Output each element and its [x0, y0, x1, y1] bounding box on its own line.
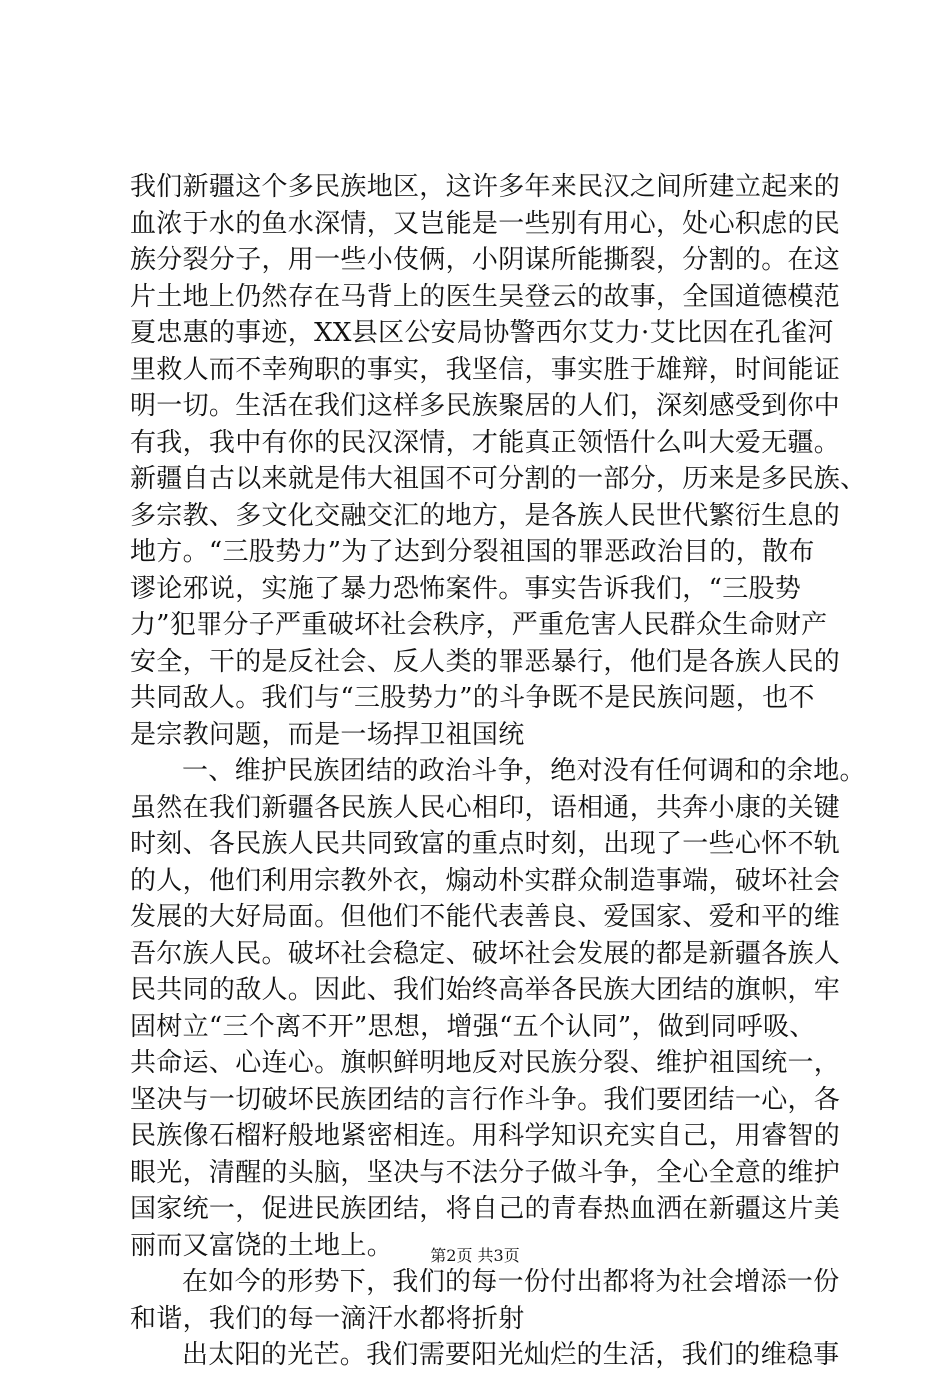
- text-line: 地方。“三股势力”为了达到分裂祖国的罪恶政治目的，散布: [130, 537, 815, 567]
- text-line: 和谐，我们的每一滴汗水都将折射: [130, 1303, 525, 1334]
- document-body: [130, 169, 867, 1374]
- text-line: 丽而又富饶的土地上。: [130, 1230, 394, 1261]
- text-line: 血浓于水的鱼水深情，又岂能是一些别有用心，处心积虑的民: [130, 208, 841, 239]
- text-line: 共命运、心连心。旗帜鲜明地反对民族分裂、维护祖国统一，: [130, 1048, 841, 1078]
- text-line: 固树立“三个离不开”思想，增强“五个认同”，做到同呼吸、: [130, 1011, 816, 1042]
- text-line: 民族像石榴籽般地紧密相连。用科学知识充实自己，用睿智的: [130, 1121, 841, 1151]
- text-line: 虽然在我们新疆各民族人民心相印，语相通，共奔小康的关键: [130, 792, 841, 823]
- text-line: 出太阳的光芒。我们需要阳光灿烂的生活，我们的维稳事: [182, 1340, 840, 1370]
- text-line: 在如今的形势下，我们的每一份付出都将为社会增添一份: [182, 1267, 840, 1297]
- text-line: 国家统一，促进民族团结，将自己的青春热血洒在新疆这片美: [130, 1194, 841, 1224]
- text-line: 明一切。生活在我们这样多民族聚居的人们，深刻感受到你中: [130, 391, 841, 421]
- text-line: 安全，干的是反社会、反人类的罪恶暴行，他们是各族人民的: [130, 646, 841, 677]
- text-line: 新疆自古以来就是伟大祖国不可分割的一部分，历来是多民族、: [130, 464, 867, 494]
- text-line: 是宗教问题，而是一场捍卫祖国统: [130, 719, 525, 750]
- text-line: 多宗教、多文化交融交汇的地方，是各族人民世代繁衍生息的: [130, 500, 841, 531]
- text-line: 共同敌人。我们与“三股势力”的斗争既不是民族问题，也不: [130, 683, 815, 713]
- text-line: 里救人而不幸殉职的事实，我坚信，事实胜于雄辩，时间能证: [130, 354, 841, 385]
- text-line: 族分裂分子，用一些小伎俩，小阴谋所能撕裂，分割的。在这: [130, 245, 841, 275]
- page-footer: 第2页 共3页: [430, 1246, 520, 1265]
- text-line: 时刻、各民族人民共同致富的重点时刻，出现了一些心怀不轨: [130, 829, 841, 859]
- text-line: 夏忠惠的事迹，XX县区公安局协警西尔艾力·艾比因在孔雀河: [130, 318, 834, 348]
- text-line: 力”犯罪分子严重破坏社会秩序，严重危害人民群众生命财产: [130, 610, 828, 640]
- text-line: 发展的大好局面。但他们不能代表善良、爱国家、爱和平的维: [130, 902, 841, 932]
- text-line: 有我，我中有你的民汉深情，才能真正领悟什么叫大爱无疆。: [130, 427, 841, 458]
- text-line: 我们新疆这个多民族地区，这许多年来民汉之间所建立起来的: [130, 172, 841, 202]
- text-line: 谬论邪说，实施了暴力恐怖案件。事实告诉我们，“三股势: [130, 573, 802, 604]
- text-line: 一、维护民族团结的政治斗争，绝对没有任何调和的余地。: [182, 756, 866, 786]
- text-line: 坚决与一切破坏民族团结的言行作斗争。我们要团结一心，各: [130, 1084, 841, 1115]
- text-line: 片土地上仍然存在马背上的医生吴登云的故事，全国道德模范: [130, 281, 841, 312]
- text-line: 吾尔族人民。破坏社会稳定、破坏社会发展的都是新疆各族人: [130, 938, 841, 969]
- text-line: 的人，他们利用宗教外衣，煽动朴实群众制造事端，破坏社会: [130, 865, 841, 896]
- text-line: 眼光，清醒的头脑，坚决与不法分子做斗争，全心全意的维护: [130, 1157, 841, 1188]
- text-line: 民共同的敌人。因此、我们始终高举各民族大团结的旗帜，牢: [130, 975, 841, 1005]
